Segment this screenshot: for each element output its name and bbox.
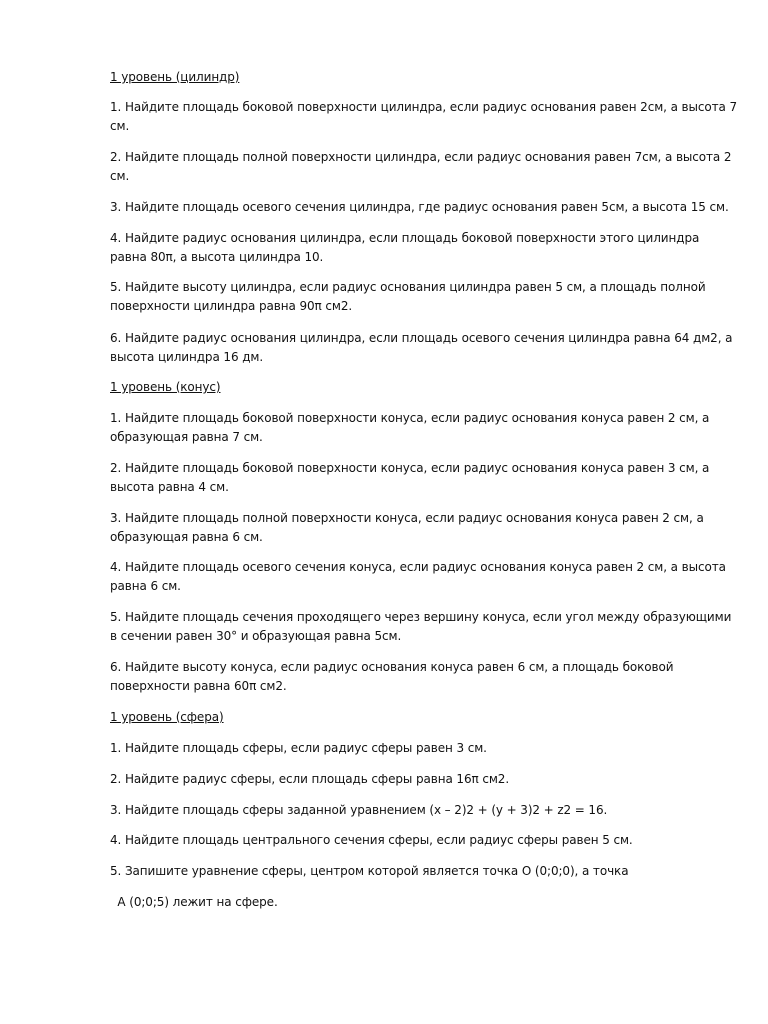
sphere-task-1: 1. Найдите площадь сферы, если радиус сферы равен 3 см. bbox=[110, 741, 487, 755]
cone-task-3-line-1: 3. Найдите площадь полной поверхности конуса, если радиус основания конуса равен 2 см, а bbox=[110, 511, 704, 525]
sphere-task-5-line-1: 5. Запишите уравнение сферы, центром которой является точка O (0;0;0), а точка bbox=[110, 864, 629, 878]
cone-task-3-line-2: образующая равна 6 см. bbox=[110, 530, 263, 544]
cone-task-6-line-1: 6. Найдите высоту конуса, если радиус основания конуса равен 6 см, а площадь боковой bbox=[110, 660, 674, 674]
cylinder-task-6-line-1: 6. Найдите радиус основания цилиндра, если площадь осевого сечения цилиндра равна 64 дм2, а bbox=[110, 331, 733, 345]
section-heading-cone: 1 уровень (конус) bbox=[110, 380, 221, 394]
cone-task-1-line-1: 1. Найдите площадь боковой поверхности конуса, если радиус основания конуса равен 2 см, а bbox=[110, 411, 710, 425]
cylinder-task-4-line-1: 4. Найдите радиус основания цилиндра, если площадь боковой поверхности этого цилиндра bbox=[110, 231, 700, 245]
cone-task-2-line-2: высота равна 4 см. bbox=[110, 480, 229, 494]
cone-task-2-line-1: 2. Найдите площадь боковой поверхности конуса, если радиус основания конуса равен 3 см, а bbox=[110, 461, 710, 475]
sphere-task-3: 3. Найдите площадь сферы заданной уравнением (x – 2)2 + (y + 3)2 + z2 = 16. bbox=[110, 803, 608, 817]
cone-task-1-line-2: образующая равна 7 см. bbox=[110, 430, 263, 444]
cylinder-task-1-line-2: см. bbox=[110, 119, 130, 133]
cone-task-4-line-2: равна 6 см. bbox=[110, 579, 181, 593]
cone-task-5-line-1: 5. Найдите площадь сечения проходящего через вершину конуса, если угол между образующими bbox=[110, 610, 732, 624]
cylinder-task-5-line-2: поверхности цилиндра равна 90π см2. bbox=[110, 299, 353, 313]
sphere-task-4: 4. Найдите площадь центрального сечения сферы, если радиус сферы равен 5 см. bbox=[110, 833, 633, 847]
sphere-task-5-line-2: A (0;0;5) лежит на сфере. bbox=[110, 895, 278, 909]
cylinder-task-2-line-1: 2. Найдите площадь полной поверхности цилиндра, если радиус основания равен 7см, а высота 2 bbox=[110, 150, 732, 164]
cone-task-6-line-2: поверхности равна 60π см2. bbox=[110, 679, 287, 693]
cone-task-4-line-1: 4. Найдите площадь осевого сечения конуса, если радиус основания конуса равен 2 см, а высота bbox=[110, 560, 726, 574]
section-heading-sphere: 1 уровень (сфера) bbox=[110, 710, 224, 724]
cylinder-task-1-line-1: 1. Найдите площадь боковой поверхности цилиндра, если радиус основания равен 2см, а высота 7 bbox=[110, 100, 738, 114]
cone-task-5-line-2: в сечении равен 30° и образующая равна 5см. bbox=[110, 629, 402, 643]
sphere-task-2: 2. Найдите радиус сферы, если площадь сферы равна 16π см2. bbox=[110, 772, 510, 786]
cylinder-task-4-line-2: равна 80π, а высота цилиндра 10. bbox=[110, 250, 324, 264]
cylinder-task-6-line-2: высота цилиндра 16 дм. bbox=[110, 350, 264, 364]
section-heading-cylinder: 1 уровень (цилиндр) bbox=[110, 70, 240, 84]
cylinder-task-3-line-1: 3. Найдите площадь осевого сечения цилиндра, где радиус основания равен 5см, а высота 15 см. bbox=[110, 200, 729, 214]
cylinder-task-2-line-2: см. bbox=[110, 169, 130, 183]
cylinder-task-5-line-1: 5. Найдите высоту цилиндра, если радиус основания цилиндра равен 5 см, а площадь полной bbox=[110, 280, 706, 294]
